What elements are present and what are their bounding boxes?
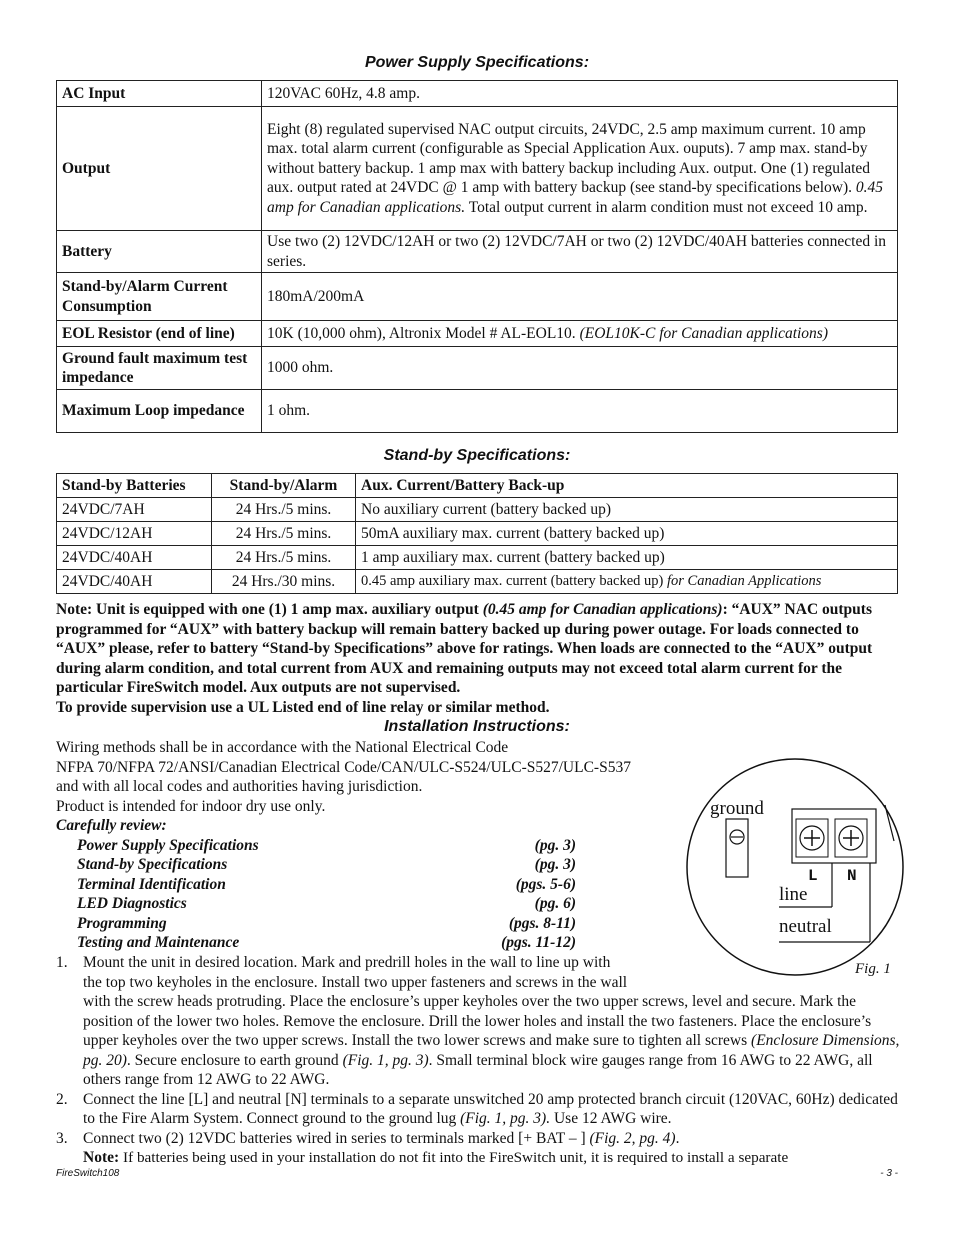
- review-item: Terminal Identification (pgs. 5-6): [77, 875, 576, 893]
- column-header: Stand-by Batteries: [57, 474, 212, 498]
- spec-key: Ground fault maximum test impedance: [57, 347, 262, 390]
- text-line: Wiring methods shall be in accordance with the National Electrical Code: [56, 739, 509, 756]
- aux-cell: 0.45 amp auxiliary max. current (battery backed up) for Canadian Applications: [356, 570, 898, 594]
- table-row: [57, 498, 898, 522]
- terminal-n-label: N: [847, 867, 857, 885]
- column-header: Stand-by/Alarm: [212, 474, 356, 498]
- text-line: and with all local codes and authorities having jurisdiction.: [56, 778, 423, 795]
- aux-cell: No auxiliary current (battery backed up): [356, 498, 898, 522]
- spec-value: 1000 ohm.: [262, 347, 898, 390]
- table-row: [57, 390, 898, 433]
- step-2: 2. Connect the line [L] and neutral [N] terminals to a separate unswitched 20 amp protected branch circuit (120VAC, 60Hz) dedicated to the Fire Alarm System. Connect ground to the ground lug (Fig. 1, pg. 3). Use 12 AWG wire.: [56, 1090, 898, 1127]
- time-cell: 24 Hrs./5 mins.: [212, 498, 356, 522]
- review-item: Programming (pgs. 8-11): [77, 914, 576, 932]
- table-row: [57, 107, 898, 231]
- footer-model: FireSwitch108: [56, 1168, 120, 1179]
- time-cell: 24 Hrs./5 mins.: [212, 546, 356, 570]
- text-line: NFPA 70/NFPA 72/ANSI/Canadian Electrical Code/CAN/ULC-S524/ULC-S527/ULC-S537: [56, 758, 631, 776]
- battery-cell: 24VDC/40AH: [57, 546, 212, 570]
- step-3: 3. Connect two (2) 12VDC batteries wired in series to terminals marked [+ BAT – ] (Fig. 2, pg. 4). Note: If batteries being used in your installation do not fit into the FireSwitch unit, it is required to install a separate: [56, 1129, 789, 1166]
- spec-key: AC Input: [57, 81, 262, 107]
- table-row: [57, 546, 898, 570]
- footer-page-number: - 3 -: [880, 1168, 898, 1179]
- spec-key: Maximum Loop impedance: [57, 390, 262, 433]
- table-row: [57, 321, 898, 347]
- review-item: Testing and Maintenance (pgs. 11-12): [77, 934, 576, 951]
- terminal-l-label: L: [808, 867, 818, 885]
- table-header-row: [57, 474, 898, 498]
- spec-key: Battery: [57, 231, 262, 273]
- power-spec-table: [56, 80, 898, 433]
- review-item: LED Diagnostics (pg. 6): [77, 895, 576, 912]
- ac-terminal-figure: [682, 757, 908, 977]
- figure-caption: Fig. 1: [855, 961, 891, 977]
- spec-key: EOL Resistor (end of line): [57, 321, 262, 347]
- power-spec-title: Power Supply Specifications:: [364, 54, 590, 71]
- ground-lug: [726, 819, 748, 877]
- column-header: Aux. Current/Battery Back-up: [356, 474, 898, 498]
- spec-value: Use two (2) 12VDC/12AH or two (2) 12VDC/7AH or two (2) 12VDC/40AH batteries connected in series.: [262, 231, 898, 273]
- wiring-methods: [56, 738, 631, 816]
- table-row: [57, 522, 898, 546]
- text-line: Product is intended for indoor dry use only.: [56, 797, 326, 815]
- battery-cell: 24VDC/40AH: [57, 570, 212, 594]
- time-cell: 24 Hrs./30 mins.: [212, 570, 356, 594]
- standby-spec-title: Stand-by Specifications:: [383, 447, 571, 464]
- table-row: [57, 347, 898, 390]
- aux-cell: 1 amp auxiliary max. current (battery backed up): [356, 546, 898, 570]
- table-row: [57, 81, 898, 107]
- standby-spec-table: [56, 473, 898, 594]
- neutral-label: neutral: [779, 916, 832, 937]
- spec-key: Output: [57, 107, 262, 231]
- aux-cell: 50mA auxiliary max. current (battery backed up): [356, 522, 898, 546]
- aux-note: Note: Unit is equipped with one (1) 1 amp max. auxiliary output (0.45 amp for Canadian applications): “AUX” NAC outputs programmed for “AUX” with battery backup will remain battery backed up during power outage. For loads connected to “AUX” please, refer to battery “Stand-by Specifications” above for ratings. When loads are connected to the “AUX” output during alarm condition, and total current from AUX and remaining outputs may not exceed total alarm current for the particular FireSwitch model. Aux outputs are not supervised. To provide supervision use a UL Listed end of line relay or similar method.: [56, 601, 873, 716]
- spec-key: Stand-by/Alarm Current Consumption: [57, 273, 262, 321]
- installation-title: Installation Instructions:: [384, 718, 570, 735]
- step-1: 1. Mount the unit in desired location. Mark and predrill holes in the wall to line up with the top two keyholes in the enclosure. Install two upper fasteners and screws in the wall with the screw heads protruding. Place the enclosure’s upper keyholes over the two upper screws, level and secure. Mark the position of the lower two holes. Remove the enclosure. Drill the lower holes and install the two fasteners. Place the enclosure’s upper keyholes over the two upper screws. Install the two lower screws and make sure to tighten all screws (Enclosure Dimensions, pg. 20). Secure enclosure to earth ground (Fig. 1, pg. 3). Small terminal block wire gauges range from 16 AWG to 22 AWG, all others range from 12 AWG to 22 AWG.: [56, 954, 900, 1088]
- spec-value: 10K (10,000 ohm), Altronix Model # AL-EOL10. (EOL10K-C for Canadian applications): [262, 321, 898, 347]
- installation-steps: [56, 953, 906, 1168]
- battery-cell: 24VDC/7AH: [57, 498, 212, 522]
- review-list: [56, 816, 576, 953]
- table-row: [57, 570, 898, 594]
- ground-label: ground: [710, 798, 764, 819]
- spec-value: 120VAC 60Hz, 4.8 amp.: [262, 81, 898, 107]
- spec-value: Eight (8) regulated supervised NAC output circuits, 24VDC, 2.5 amp maximum current. 10 amp max. total alarm current (configurable as Special Application Aux. ouputs). 7 amp max. stand-by without battery backup. 1 amp max with battery backup including Aux. output. One (1) regulated aux. output rated at 24VDC @ 1 amp with battery backup (see stand-by specifications below). 0.45 amp for Canadian applications. Total output current in alarm condition must not exceed 10 amp.: [262, 107, 898, 231]
- review-label: Carefully review:: [56, 817, 167, 834]
- time-cell: 24 Hrs./5 mins.: [212, 522, 356, 546]
- spec-value: 1 ohm.: [262, 390, 898, 433]
- battery-cell: 24VDC/12AH: [57, 522, 212, 546]
- table-row: [57, 273, 898, 321]
- table-row: [57, 231, 898, 273]
- review-item: Stand-by Specifications (pg. 3): [77, 856, 576, 873]
- spec-value: 180mA/200mA: [262, 273, 898, 321]
- review-item: Power Supply Specifications (pg. 3): [77, 836, 576, 854]
- line-label: line: [779, 884, 808, 905]
